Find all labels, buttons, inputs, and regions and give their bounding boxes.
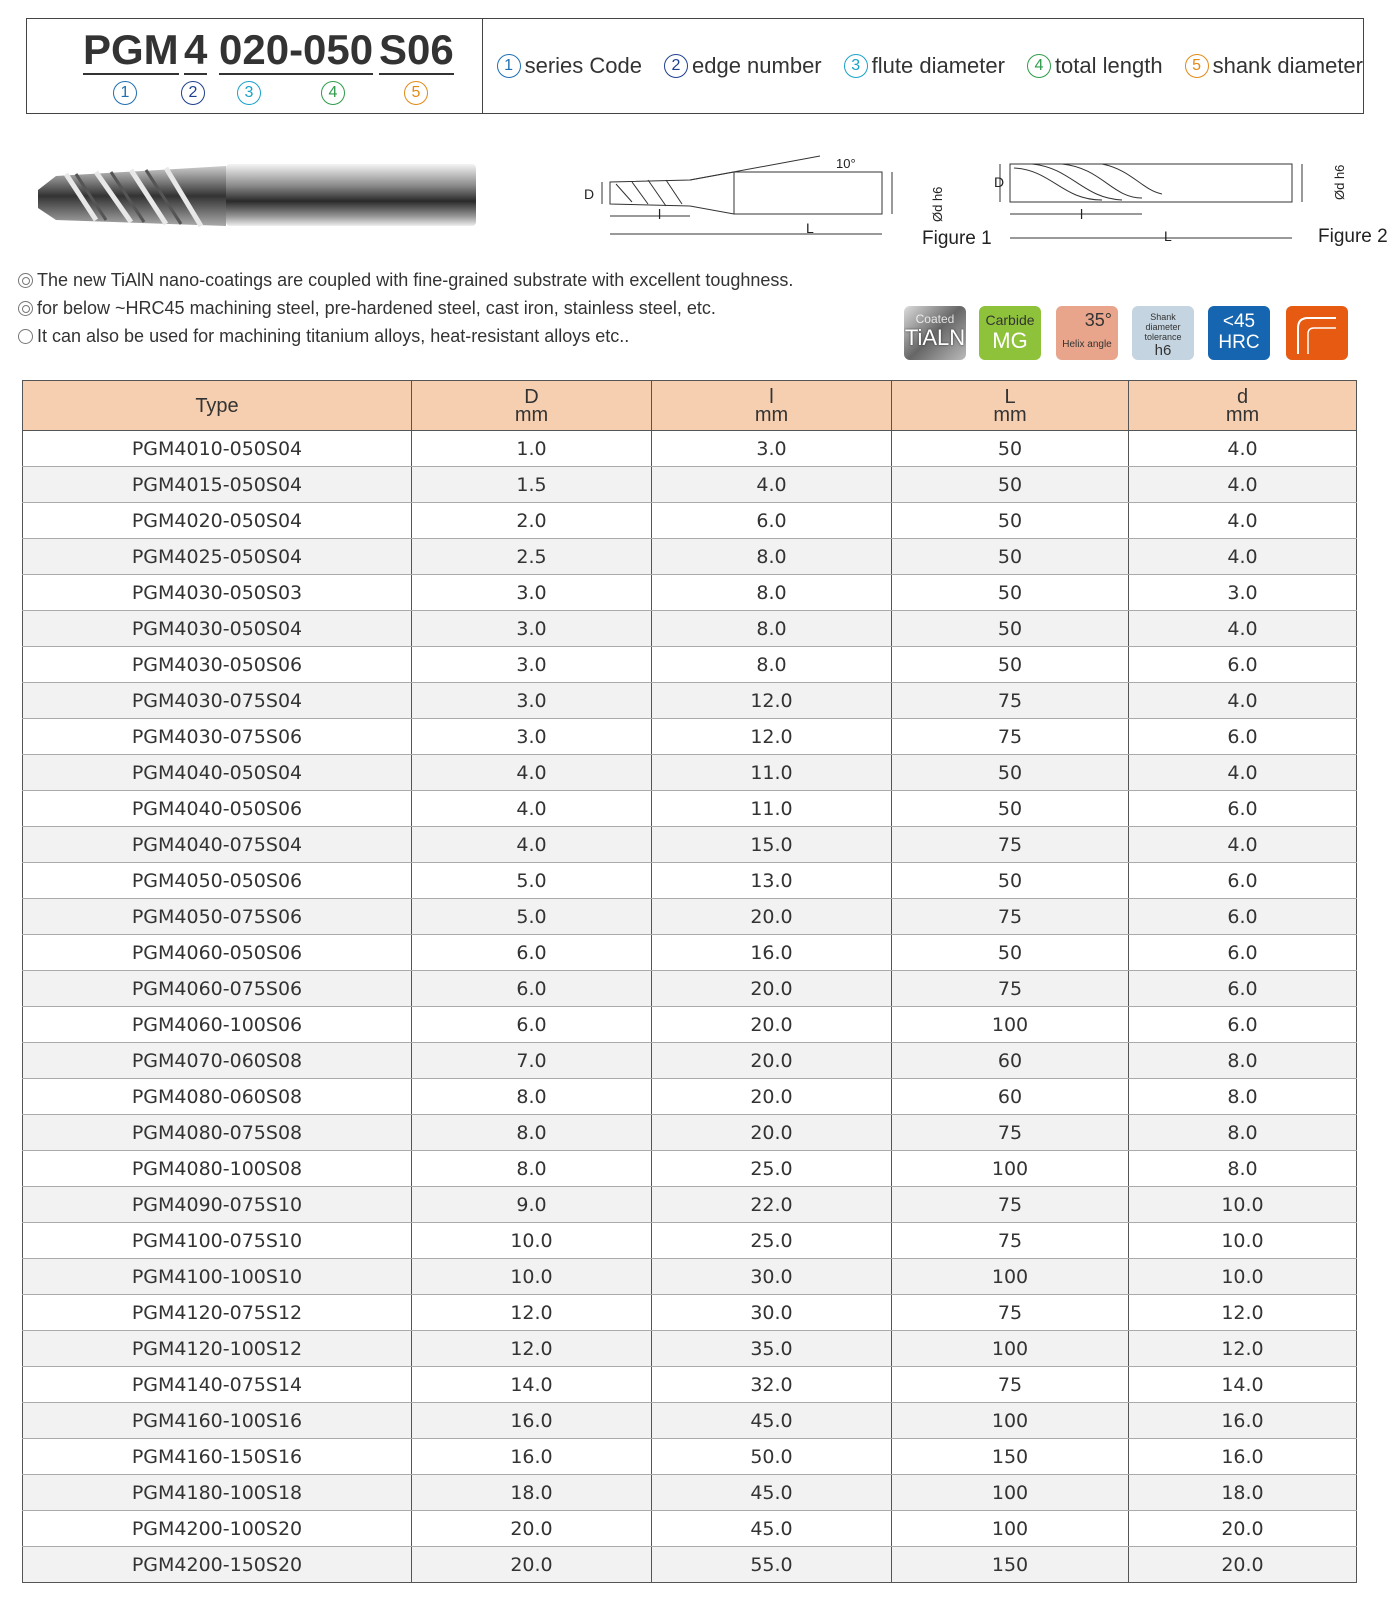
cell-D: 8.0: [412, 1151, 652, 1187]
legend-label: shank diameter: [1212, 53, 1363, 78]
cell-D: 4.0: [412, 827, 652, 863]
legend-number: 1: [497, 54, 521, 78]
code-breakdown: [27, 19, 483, 113]
cell-L: 75: [892, 1295, 1129, 1331]
hrc-badge: [1208, 306, 1270, 360]
code-part-shank: S06: [379, 26, 454, 73]
cell-L: 100: [892, 1007, 1129, 1043]
table-row: [23, 791, 1357, 827]
code-number-1: 1: [113, 81, 137, 105]
cell-L: 150: [892, 1547, 1129, 1583]
legend-item: [1027, 53, 1163, 79]
cell-D: 6.0: [412, 971, 652, 1007]
cell-d: 8.0: [1129, 1151, 1357, 1187]
cell-d: 12.0: [1129, 1331, 1357, 1367]
table-row: [23, 1115, 1357, 1151]
table-row: [23, 1331, 1357, 1367]
table-row: [23, 719, 1357, 755]
cell-type: PGM4100-075S10: [23, 1223, 412, 1259]
cell-D: 14.0: [412, 1367, 652, 1403]
cell-d: 8.0: [1129, 1079, 1357, 1115]
table-row: [23, 1079, 1357, 1115]
code-part-dimensions: 020-050: [219, 26, 374, 73]
legend-number: 5: [1185, 54, 1209, 78]
cell-type: PGM4120-075S12: [23, 1295, 412, 1331]
fig1-L-label: L: [806, 220, 814, 236]
cell-d: 4.0: [1129, 611, 1357, 647]
cell-l: 11.0: [652, 755, 892, 791]
cell-l: 8.0: [652, 575, 892, 611]
corner-radius-icon: [1286, 306, 1348, 360]
cell-D: 5.0: [412, 899, 652, 935]
cell-l: 20.0: [652, 899, 892, 935]
cell-d: 8.0: [1129, 1043, 1357, 1079]
code-part-edge: 4: [184, 26, 208, 73]
table-row: [23, 935, 1357, 971]
spec-table: [22, 380, 1357, 1583]
cell-l: 20.0: [652, 1115, 892, 1151]
cell-d: 8.0: [1129, 1115, 1357, 1151]
cell-L: 50: [892, 755, 1129, 791]
cell-d: 12.0: [1129, 1295, 1357, 1331]
cell-l: 3.0: [652, 431, 892, 467]
cell-l: 8.0: [652, 611, 892, 647]
cell-l: 12.0: [652, 719, 892, 755]
table-row: [23, 1439, 1357, 1475]
corner-profile-badge: [1286, 306, 1348, 360]
table-row: [23, 683, 1357, 719]
table-row: [23, 467, 1357, 503]
table-row: [23, 1187, 1357, 1223]
cell-L: 60: [892, 1043, 1129, 1079]
cell-l: 45.0: [652, 1403, 892, 1439]
cell-type: PGM4050-050S06: [23, 863, 412, 899]
cell-D: 2.0: [412, 503, 652, 539]
cell-d: 10.0: [1129, 1223, 1357, 1259]
cell-D: 18.0: [412, 1475, 652, 1511]
table-row: [23, 431, 1357, 467]
shank-tolerance-top: Shank diameter tolerance: [1144, 312, 1182, 342]
cell-D: 20.0: [412, 1511, 652, 1547]
cell-D: 20.0: [412, 1547, 652, 1583]
helix-angle-value: 35°: [1084, 310, 1112, 330]
legend-label: edge number: [691, 53, 822, 78]
cell-L: 50: [892, 611, 1129, 647]
fig2-D-label: D: [994, 174, 1005, 190]
cell-l: 4.0: [652, 467, 892, 503]
cell-L: 50: [892, 863, 1129, 899]
cell-L: 100: [892, 1403, 1129, 1439]
bullet-icon: [18, 329, 33, 344]
cell-type: PGM4120-100S12: [23, 1331, 412, 1367]
cell-d: 16.0: [1129, 1403, 1357, 1439]
cell-type: PGM4140-075S14: [23, 1367, 412, 1403]
cell-L: 50: [892, 467, 1129, 503]
cell-l: 20.0: [652, 1079, 892, 1115]
fig1-dh6-label: Ød h6: [930, 186, 945, 222]
cell-l: 30.0: [652, 1295, 892, 1331]
cell-L: 50: [892, 935, 1129, 971]
cell-L: 75: [892, 899, 1129, 935]
fig2-L-label: L: [1164, 228, 1172, 244]
cell-l: 8.0: [652, 539, 892, 575]
cell-type: PGM4030-075S06: [23, 719, 412, 755]
table-row: [23, 971, 1357, 1007]
legend-number: 2: [664, 54, 688, 78]
cell-type: PGM4160-150S16: [23, 1439, 412, 1475]
table-row: [23, 1295, 1357, 1331]
legend-label: series Code: [524, 53, 642, 78]
table-row: [23, 1475, 1357, 1511]
helix-angle-label: Helix angle: [1062, 339, 1112, 350]
cell-type: PGM4030-050S06: [23, 647, 412, 683]
cell-l: 20.0: [652, 971, 892, 1007]
cell-L: 100: [892, 1151, 1129, 1187]
cell-D: 4.0: [412, 755, 652, 791]
table-row: [23, 1367, 1357, 1403]
shank-tolerance-main: h6: [1154, 342, 1172, 359]
cell-D: 2.5: [412, 539, 652, 575]
fig1-l-label: l: [658, 206, 662, 222]
cell-D: 12.0: [412, 1331, 652, 1367]
cell-D: 7.0: [412, 1043, 652, 1079]
cell-d: 4.0: [1129, 467, 1357, 503]
cell-l: 25.0: [652, 1223, 892, 1259]
table-row: [23, 1511, 1357, 1547]
cell-d: 6.0: [1129, 971, 1357, 1007]
table-row: [23, 503, 1357, 539]
cell-d: 10.0: [1129, 1187, 1357, 1223]
cell-D: 10.0: [412, 1223, 652, 1259]
cell-l: 35.0: [652, 1331, 892, 1367]
table-row: [23, 539, 1357, 575]
cell-d: 6.0: [1129, 719, 1357, 755]
cell-D: 8.0: [412, 1079, 652, 1115]
helix-angle-badge: [1056, 306, 1118, 360]
feature-item: [18, 322, 793, 350]
product-code-box: [26, 18, 1364, 114]
cell-d: 6.0: [1129, 1007, 1357, 1043]
cell-d: 6.0: [1129, 791, 1357, 827]
cell-L: 75: [892, 971, 1129, 1007]
cell-D: 3.0: [412, 647, 652, 683]
cell-type: PGM4020-050S04: [23, 503, 412, 539]
cell-l: 30.0: [652, 1259, 892, 1295]
cell-D: 3.0: [412, 719, 652, 755]
cell-type: PGM4180-100S18: [23, 1475, 412, 1511]
cell-D: 5.0: [412, 863, 652, 899]
cell-type: PGM4200-100S20: [23, 1511, 412, 1547]
cell-d: 6.0: [1129, 899, 1357, 935]
cell-d: 4.0: [1129, 755, 1357, 791]
table-row: [23, 863, 1357, 899]
cell-type: PGM4050-075S06: [23, 899, 412, 935]
fig1-angle-label: 10°: [836, 156, 856, 171]
cell-D: 8.0: [412, 1115, 652, 1151]
cell-type: PGM4080-075S08: [23, 1115, 412, 1151]
fig2-l-label: l: [1080, 206, 1084, 222]
header-D: D mm: [412, 381, 652, 431]
legend-label: flute diameter: [871, 53, 1005, 78]
shank-tolerance-badge: [1132, 306, 1194, 360]
cell-type: PGM4060-100S06: [23, 1007, 412, 1043]
code-number-5: 5: [404, 81, 428, 105]
cell-type: PGM4080-060S08: [23, 1079, 412, 1115]
cell-type: PGM4030-050S03: [23, 575, 412, 611]
cell-L: 60: [892, 1079, 1129, 1115]
cell-L: 50: [892, 539, 1129, 575]
cell-d: 6.0: [1129, 647, 1357, 683]
cell-d: 4.0: [1129, 539, 1357, 575]
table-row: [23, 1043, 1357, 1079]
code-number-4: 4: [321, 81, 345, 105]
table-row: [23, 755, 1357, 791]
figure-2-label: Figure 2: [1318, 226, 1388, 247]
table-row: [23, 1403, 1357, 1439]
table-row: [23, 1151, 1357, 1187]
cell-D: 12.0: [412, 1295, 652, 1331]
cell-L: 75: [892, 719, 1129, 755]
legend-item: [497, 53, 642, 79]
cell-L: 100: [892, 1475, 1129, 1511]
cell-d: 4.0: [1129, 503, 1357, 539]
cell-d: 16.0: [1129, 1439, 1357, 1475]
figure-1-diagram: [582, 150, 942, 250]
cell-type: PGM4080-100S08: [23, 1151, 412, 1187]
carbide-badge-main: MG: [992, 328, 1028, 353]
cell-l: 55.0: [652, 1547, 892, 1583]
header-L: L mm: [892, 381, 1129, 431]
cell-type: PGM4090-075S10: [23, 1187, 412, 1223]
cell-l: 11.0: [652, 791, 892, 827]
feature-text: It can also be used for machining titanium alloys, heat-resistant alloys etc..: [37, 326, 630, 346]
cell-d: 4.0: [1129, 827, 1357, 863]
cell-L: 50: [892, 575, 1129, 611]
coating-badge-main: TiALN: [904, 325, 966, 350]
cell-D: 9.0: [412, 1187, 652, 1223]
cell-type: PGM4160-100S16: [23, 1403, 412, 1439]
cell-L: 50: [892, 791, 1129, 827]
cell-type: PGM4060-075S06: [23, 971, 412, 1007]
cell-l: 25.0: [652, 1151, 892, 1187]
cell-l: 15.0: [652, 827, 892, 863]
header-type: Type: [23, 381, 412, 431]
code-part-series: PGM: [83, 26, 179, 73]
table-row: [23, 1547, 1357, 1583]
figure-2-diagram: [992, 150, 1332, 250]
cell-d: 10.0: [1129, 1259, 1357, 1295]
cell-d: 18.0: [1129, 1475, 1357, 1511]
carbide-badge: [979, 306, 1041, 360]
cell-D: 1.5: [412, 467, 652, 503]
cell-L: 75: [892, 683, 1129, 719]
cell-type: PGM4030-075S04: [23, 683, 412, 719]
cell-D: 3.0: [412, 683, 652, 719]
cell-l: 8.0: [652, 647, 892, 683]
table-header-row: [23, 381, 1357, 431]
cell-D: 4.0: [412, 791, 652, 827]
cell-l: 20.0: [652, 1007, 892, 1043]
cell-L: 75: [892, 827, 1129, 863]
code-legend: [483, 19, 1363, 113]
cell-L: 50: [892, 647, 1129, 683]
end-mill-photo: [36, 160, 486, 240]
fig1-D-label: D: [584, 186, 595, 202]
cell-L: 75: [892, 1367, 1129, 1403]
carbide-badge-top: Carbide: [985, 312, 1035, 328]
cell-L: 75: [892, 1187, 1129, 1223]
fig2-dh6-label: Ød h6: [1332, 164, 1347, 200]
feature-list: [18, 266, 793, 350]
code-number-3: 3: [237, 81, 261, 105]
cell-L: 100: [892, 1511, 1129, 1547]
cell-l: 45.0: [652, 1475, 892, 1511]
cell-type: PGM4040-050S06: [23, 791, 412, 827]
cell-l: 6.0: [652, 503, 892, 539]
cell-l: 45.0: [652, 1511, 892, 1547]
legend-item: [844, 53, 1005, 79]
coating-badge: [904, 306, 966, 360]
cell-type: PGM4060-050S06: [23, 935, 412, 971]
legend-item: [664, 53, 822, 79]
table-row: [23, 1259, 1357, 1295]
table-row: [23, 611, 1357, 647]
cell-D: 3.0: [412, 575, 652, 611]
table-row: [23, 1223, 1357, 1259]
code-number-2: 2: [181, 81, 205, 105]
cell-L: 50: [892, 431, 1129, 467]
legend-number: 4: [1027, 54, 1051, 78]
cell-type: PGM4100-100S10: [23, 1259, 412, 1295]
cell-d: 6.0: [1129, 863, 1357, 899]
cell-D: 10.0: [412, 1259, 652, 1295]
cell-D: 3.0: [412, 611, 652, 647]
hrc-badge-top: <45: [1222, 311, 1256, 332]
legend-item: [1185, 53, 1363, 79]
cell-d: 3.0: [1129, 575, 1357, 611]
header-l: l mm: [652, 381, 892, 431]
cell-l: 32.0: [652, 1367, 892, 1403]
table-row: [23, 1007, 1357, 1043]
feature-item: [18, 266, 793, 294]
cell-type: PGM4070-060S08: [23, 1043, 412, 1079]
legend-number: 3: [844, 54, 868, 78]
cell-type: PGM4010-050S04: [23, 431, 412, 467]
cell-L: 100: [892, 1259, 1129, 1295]
cell-type: PGM4030-050S04: [23, 611, 412, 647]
cell-d: 6.0: [1129, 935, 1357, 971]
table-row: [23, 899, 1357, 935]
cell-L: 75: [892, 1223, 1129, 1259]
cell-D: 16.0: [412, 1439, 652, 1475]
legend-label: total length: [1054, 53, 1163, 78]
cell-type: PGM4040-050S04: [23, 755, 412, 791]
cell-L: 75: [892, 1115, 1129, 1151]
header-d: d mm: [1129, 381, 1357, 431]
cell-l: 13.0: [652, 863, 892, 899]
cell-l: 12.0: [652, 683, 892, 719]
table-row: [23, 575, 1357, 611]
cell-L: 150: [892, 1439, 1129, 1475]
cell-type: PGM4015-050S04: [23, 467, 412, 503]
bullet-icon: [18, 301, 33, 316]
table-body: [23, 431, 1357, 1583]
cell-d: 4.0: [1129, 683, 1357, 719]
cell-D: 6.0: [412, 935, 652, 971]
cell-D: 1.0: [412, 431, 652, 467]
cell-d: 20.0: [1129, 1511, 1357, 1547]
cell-type: PGM4025-050S04: [23, 539, 412, 575]
coating-badge-top: Coated: [915, 312, 955, 326]
feature-item: [18, 294, 793, 322]
cell-l: 22.0: [652, 1187, 892, 1223]
cell-d: 20.0: [1129, 1547, 1357, 1583]
cell-type: PGM4040-075S04: [23, 827, 412, 863]
cell-l: 20.0: [652, 1043, 892, 1079]
figure-1-label: Figure 1: [922, 228, 992, 249]
table-row: [23, 827, 1357, 863]
bullet-icon: [18, 273, 33, 288]
hrc-badge-main: HRC: [1218, 332, 1260, 353]
cell-l: 50.0: [652, 1439, 892, 1475]
cell-L: 100: [892, 1331, 1129, 1367]
cell-D: 16.0: [412, 1403, 652, 1439]
feature-text: The new TiAlN nano-coatings are coupled with fine-grained substrate with excellent toughness.: [37, 270, 794, 290]
feature-text: for below ~HRC45 machining steel, pre-hardened steel, cast iron, stainless steel, etc.: [37, 298, 716, 318]
cell-d: 14.0: [1129, 1367, 1357, 1403]
cell-l: 16.0: [652, 935, 892, 971]
table-row: [23, 647, 1357, 683]
cell-type: PGM4200-150S20: [23, 1547, 412, 1583]
cell-L: 50: [892, 503, 1129, 539]
cell-D: 6.0: [412, 1007, 652, 1043]
cell-d: 4.0: [1129, 431, 1357, 467]
